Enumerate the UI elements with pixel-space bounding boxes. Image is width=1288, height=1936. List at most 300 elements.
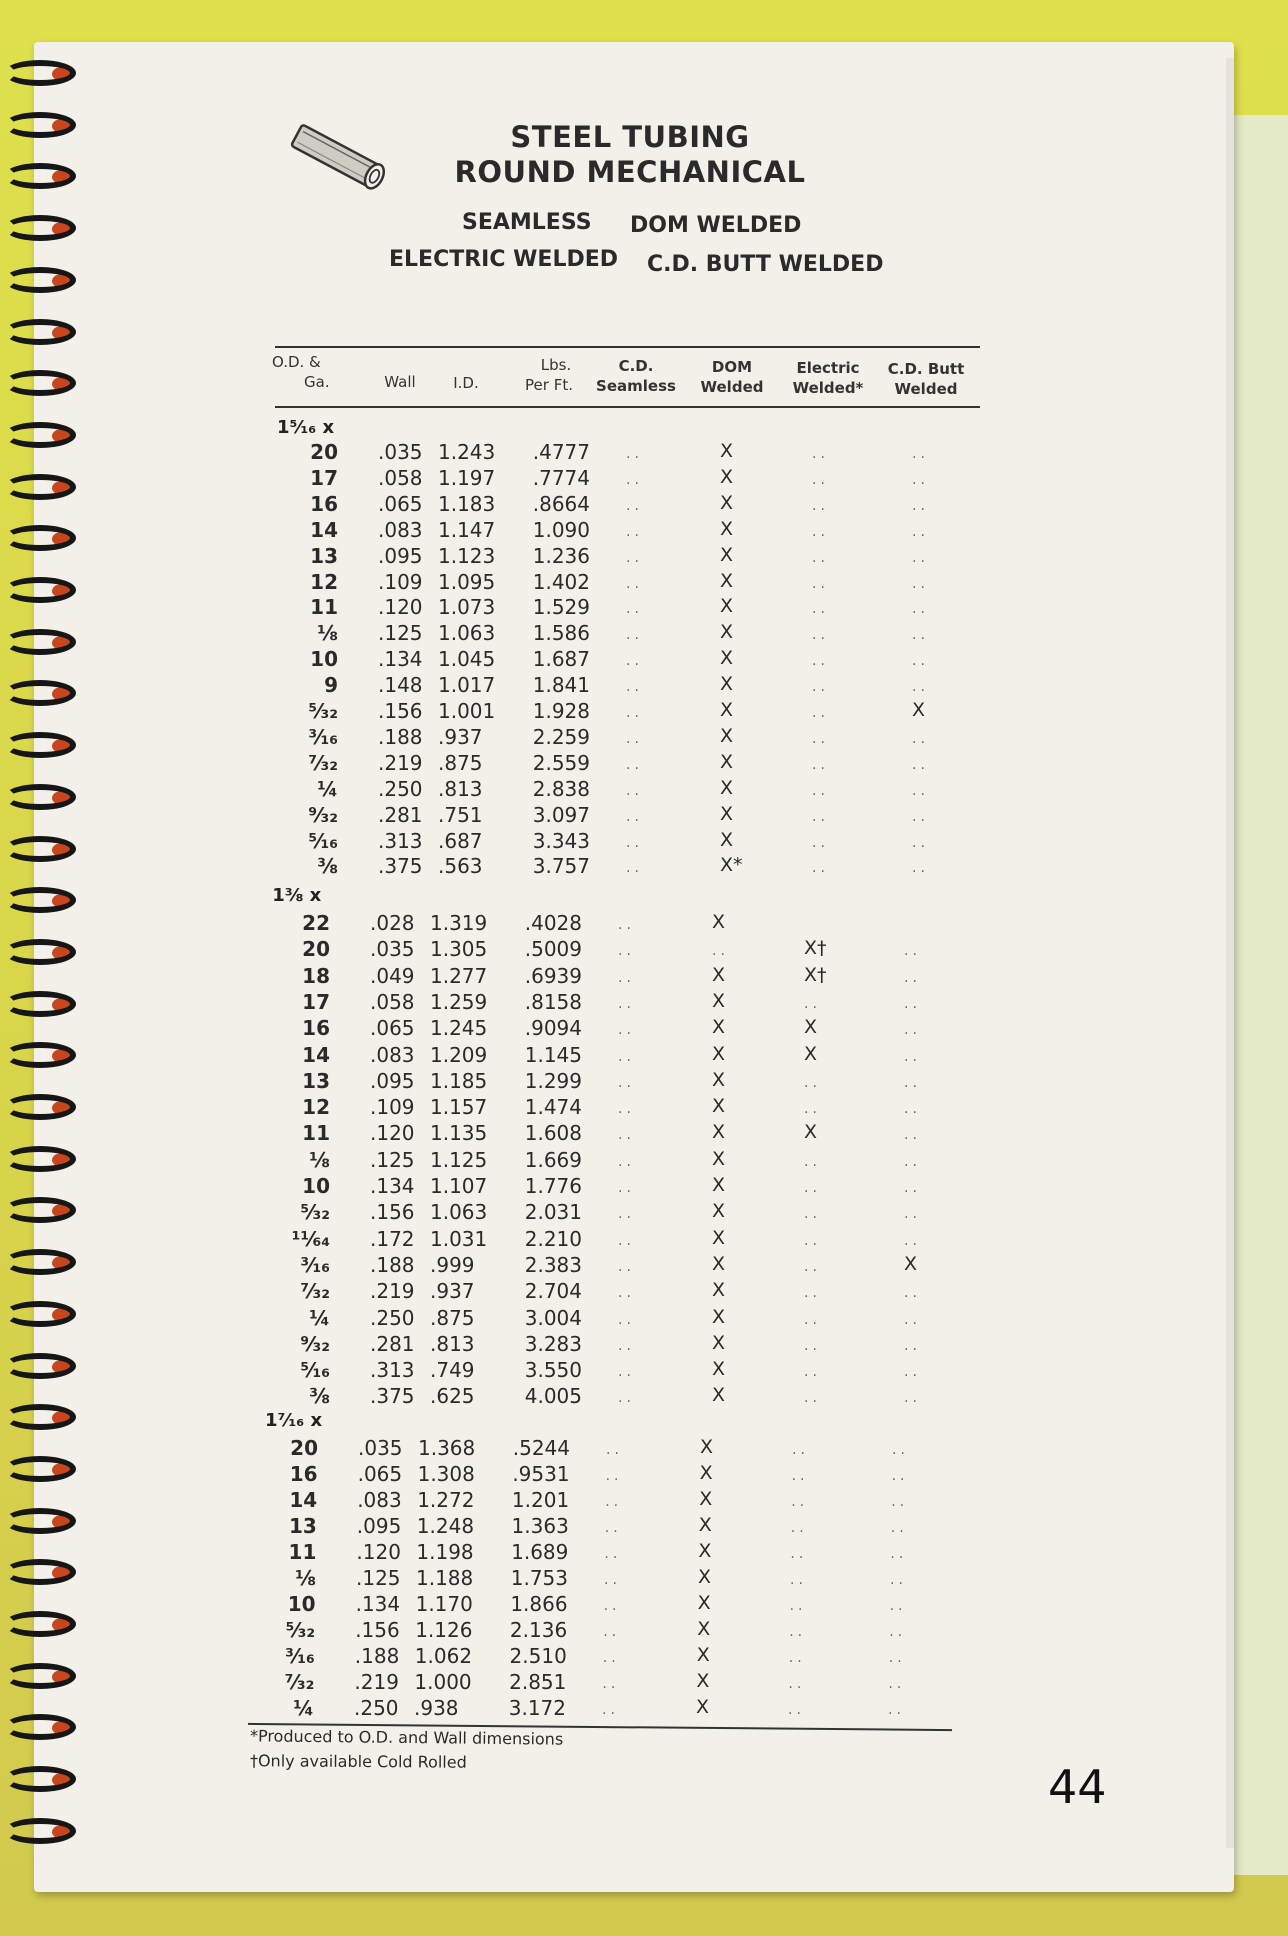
id-cell: 1.126 <box>415 1618 473 1642</box>
dom-welded-cell: X <box>712 1384 726 1407</box>
lbs-cell: 2.559 <box>532 750 590 775</box>
lbs-cell: 1.608 <box>524 1121 582 1146</box>
lbs-cell: 1.689 <box>511 1540 569 1564</box>
cd-seamless-cell: .. <box>626 497 643 514</box>
cd-seamless-cell: .. <box>603 1624 621 1640</box>
coil-wire <box>4 319 76 345</box>
footnote-produced: *Produced to O.D. and Wall dimensions <box>249 1726 564 1749</box>
electric-welded-cell: .. <box>812 549 829 566</box>
cd-butt-welded-cell: .. <box>904 1180 921 1196</box>
cd-butt-welded-cell: .. <box>890 1520 908 1536</box>
dom-welded-cell: X <box>697 1618 711 1640</box>
electric-welded-cell: .. <box>812 782 829 799</box>
cd-butt-welded-cell: .. <box>904 1206 921 1223</box>
id-cell: .875 <box>430 1305 475 1330</box>
dom-welded-cell: X <box>698 1540 712 1562</box>
cd-seamless-cell: .. <box>602 1702 619 1718</box>
wall-cell: .219 <box>354 1670 399 1694</box>
gauge-cell: ⅛ <box>317 621 338 646</box>
cd-butt-welded-cell: .. <box>912 730 929 747</box>
id-cell: 1.308 <box>417 1462 475 1486</box>
id-cell: 1.062 <box>414 1644 473 1668</box>
wall-cell: .095 <box>378 543 423 568</box>
cd-butt-welded-cell: .. <box>904 1153 921 1170</box>
cd-butt-welded-cell: .. <box>912 446 929 462</box>
electric-welded-cell: .. <box>812 497 829 514</box>
gauge-cell: ⁷⁄₃₂ <box>300 1279 330 1304</box>
lbs-cell: 3.097 <box>532 802 590 827</box>
wall-cell: .313 <box>378 828 423 853</box>
cd-butt-welded-cell: .. <box>912 782 929 799</box>
cd-seamless-cell: .. <box>618 1153 635 1170</box>
col-header-lbs <box>518 355 580 395</box>
id-cell: .749 <box>430 1358 475 1383</box>
cd-butt-welded-cell: .. <box>912 860 929 877</box>
wall-cell: .219 <box>370 1279 415 1304</box>
cd-seamless-cell: .. <box>618 1364 635 1381</box>
od-group-label: 1⁵⁄₁₆ x <box>277 417 335 438</box>
table-row <box>0 673 1288 699</box>
cd-seamless-cell: .. <box>618 969 635 986</box>
id-cell: .938 <box>414 1696 459 1720</box>
dom-welded-cell: X <box>696 1644 710 1666</box>
table-row <box>0 803 1288 829</box>
col-header-od-line2: Ga. <box>304 373 330 391</box>
id-cell: 1.188 <box>416 1566 474 1590</box>
dom-welded-cell: X <box>712 911 726 933</box>
lbs-cell: .4777 <box>532 440 590 464</box>
cd-butt-welded-cell: .. <box>904 1311 921 1328</box>
lbs-cell: 1.299 <box>524 1068 582 1093</box>
id-cell: 1.305 <box>430 937 488 962</box>
cd-seamless-cell: .. <box>606 1442 623 1458</box>
coil-wire <box>4 112 76 138</box>
cd-seamless-cell: .. <box>618 995 635 1012</box>
cd-seamless-cell: .. <box>626 627 643 644</box>
lbs-cell: 1.201 <box>511 1488 570 1512</box>
dom-welded-cell: X <box>697 1592 711 1614</box>
lbs-cell: 1.776 <box>524 1174 582 1198</box>
coil-wire <box>4 267 76 293</box>
dom-welded-cell: X <box>712 1147 726 1170</box>
table-row <box>0 1592 1288 1618</box>
wall-cell: .134 <box>378 647 423 672</box>
gauge-cell: 16 <box>310 491 338 516</box>
electric-welded-cell: .. <box>812 808 829 825</box>
table-row <box>0 990 1288 1016</box>
lbs-cell: 1.236 <box>532 543 590 568</box>
coil-wire <box>4 163 76 189</box>
cd-seamless-cell: .. <box>618 1048 635 1065</box>
dom-welded-cell: X <box>720 517 734 540</box>
table-row <box>0 751 1288 777</box>
cd-seamless-cell: .. <box>604 1520 622 1536</box>
wall-cell: .375 <box>370 1384 415 1409</box>
id-cell: 1.243 <box>438 440 496 464</box>
id-cell: 1.135 <box>430 1121 488 1146</box>
gauge-cell: 12 <box>302 1095 330 1120</box>
lbs-cell: 2.259 <box>532 724 590 749</box>
cd-butt-welded-cell: .. <box>912 471 929 488</box>
id-cell: 1.259 <box>430 989 488 1014</box>
wall-cell: .065 <box>378 491 423 516</box>
wall-cell: .281 <box>378 802 423 827</box>
cd-butt-welded-cell: .. <box>912 679 929 696</box>
gauge-cell: 18 <box>302 963 330 988</box>
gauge-cell: ⅛ <box>295 1566 316 1590</box>
cd-butt-welded-cell: .. <box>912 601 929 618</box>
id-cell: .999 <box>430 1252 475 1277</box>
gauge-cell: 10 <box>310 647 338 672</box>
lbs-cell: 2.704 <box>524 1279 582 1304</box>
cd-seamless-cell: .. <box>618 1311 635 1328</box>
lbs-cell: 4.005 <box>524 1384 582 1409</box>
wall-cell: .148 <box>378 673 423 698</box>
wall-cell: .058 <box>370 989 415 1014</box>
gauge-cell: ⁷⁄₃₂ <box>284 1670 315 1694</box>
wall-cell: .095 <box>370 1068 415 1093</box>
lbs-cell: 2.210 <box>524 1226 582 1251</box>
lbs-cell: 3.283 <box>524 1331 582 1356</box>
id-cell: 1.185 <box>430 1068 488 1093</box>
cd-seamless-cell: .. <box>618 1022 635 1039</box>
coil-wire <box>4 370 76 396</box>
cd-seamless-cell: .. <box>626 575 643 592</box>
wall-cell: .083 <box>357 1488 402 1512</box>
table-row <box>0 1670 1288 1696</box>
dom-welded-cell: X <box>712 1226 726 1249</box>
gauge-cell: ⅜ <box>317 854 338 879</box>
cd-butt-welded-cell: .. <box>912 497 929 514</box>
electric-welded-cell: .. <box>789 1624 807 1640</box>
lbs-cell: 3.343 <box>532 828 590 853</box>
cd-butt-welded-cell: .. <box>904 995 921 1012</box>
electric-welded-cell: .. <box>804 1364 821 1381</box>
cd-butt-welded-cell: .. <box>891 1468 909 1484</box>
dom-welded-cell: X <box>698 1514 712 1536</box>
lbs-cell: 1.402 <box>532 569 590 594</box>
id-cell: 1.183 <box>438 491 496 516</box>
gauge-cell: ⅛ <box>309 1147 330 1172</box>
dom-welded-cell: X <box>698 1566 712 1588</box>
lbs-cell: 2.510 <box>509 1644 567 1668</box>
wall-cell: .219 <box>378 750 423 775</box>
cd-seamless-cell: .. <box>618 1337 635 1354</box>
gauge-cell: ³⁄₁₆ <box>300 1252 330 1277</box>
lbs-cell: 2.851 <box>509 1670 567 1694</box>
lbs-cell: 3.172 <box>508 1696 566 1720</box>
wall-cell: .156 <box>370 1200 415 1225</box>
col-header-id: I.D. <box>453 374 479 392</box>
id-cell: 1.157 <box>430 1095 488 1120</box>
electric-welded-cell: .. <box>788 1650 806 1666</box>
table-row <box>0 1095 1288 1121</box>
cd-butt-welded-cell: .. <box>912 627 929 644</box>
cd-seamless-cell: .. <box>626 549 643 566</box>
cd-butt-welded-cell: .. <box>904 1101 921 1118</box>
spiral-coil <box>4 1766 82 1796</box>
electric-welded-cell: .. <box>804 1311 821 1328</box>
cd-seamless-cell: .. <box>602 1676 620 1692</box>
wall-cell: .120 <box>378 595 423 620</box>
lbs-cell: .8158 <box>524 989 582 1014</box>
table-row <box>0 1121 1288 1147</box>
cd-butt-welded-cell: .. <box>912 756 929 773</box>
cd-butt-welded-cell: .. <box>889 1624 907 1640</box>
col-header-od-line1: O.D. & <box>272 353 321 371</box>
table-row <box>0 1069 1288 1095</box>
dom-welded-cell: X <box>712 1121 726 1144</box>
id-cell: 1.147 <box>438 517 496 542</box>
dom-welded-cell: X <box>712 1358 726 1381</box>
electric-welded-cell: X <box>804 1016 818 1039</box>
lbs-cell: 1.529 <box>532 595 590 620</box>
gauge-cell: ³⁄₁₆ <box>308 724 338 749</box>
dom-welded-cell: X <box>720 621 734 644</box>
gauge-cell: ⁵⁄₃₂ <box>308 699 338 723</box>
gauge-cell: 11 <box>288 1540 317 1564</box>
id-cell: 1.170 <box>415 1592 473 1616</box>
od-group-label: 1⁷⁄₁₆ x <box>265 1410 323 1431</box>
gauge-cell: ⁵⁄₁₆ <box>300 1358 330 1383</box>
electric-welded-cell: .. <box>804 1232 821 1249</box>
cd-butt-welded-cell: .. <box>912 653 929 670</box>
dom-welded-cell: X <box>699 1462 713 1484</box>
gauge-cell: 11 <box>302 1121 330 1146</box>
gauge-cell: 20 <box>302 937 330 962</box>
cd-butt-welded-cell: .. <box>888 1676 906 1692</box>
wall-cell: .035 <box>378 440 423 464</box>
table-row <box>0 1436 1288 1462</box>
col-header-dom <box>692 357 772 397</box>
gauge-cell: 20 <box>310 440 338 464</box>
gauge-cell: 13 <box>302 1068 330 1093</box>
lbs-cell: 3.550 <box>524 1358 582 1383</box>
lbs-cell: .5244 <box>512 1436 570 1460</box>
lbs-cell: 1.586 <box>532 621 590 646</box>
cd-butt-welded-cell: .. <box>890 1572 907 1588</box>
gauge-cell: 14 <box>289 1488 318 1512</box>
table-row <box>0 1488 1288 1514</box>
cd-seamless-cell: .. <box>602 1650 620 1666</box>
dom-welded-cell: X <box>720 543 734 566</box>
table-top-rule <box>275 346 980 348</box>
dom-welded-cell: X <box>720 569 734 592</box>
table-row <box>0 440 1288 466</box>
cd-butt-welded-cell: .. <box>904 1285 921 1302</box>
col-header-cd-seamless-line1: C.D. <box>618 357 654 375</box>
cd-seamless-cell: .. <box>626 601 643 618</box>
cd-butt-welded-cell: .. <box>904 1232 921 1249</box>
id-cell: 1.198 <box>416 1540 474 1564</box>
dom-welded-cell: X <box>712 1016 726 1039</box>
electric-welded-cell: .. <box>804 1074 821 1091</box>
spiral-coil <box>4 370 82 400</box>
electric-welded-cell: .. <box>788 1702 805 1718</box>
dom-welded-cell: X <box>712 1068 726 1091</box>
dom-welded-cell: X <box>720 776 734 799</box>
wall-cell: .134 <box>355 1592 401 1616</box>
gauge-cell: ⁷⁄₃₂ <box>308 750 338 775</box>
gauge-cell: 16 <box>302 1016 330 1041</box>
electric-welded-cell: .. <box>804 995 821 1012</box>
cd-butt-welded-cell: .. <box>904 1337 921 1354</box>
lbs-cell: .9531 <box>512 1462 570 1486</box>
gauge-cell: ³⁄₁₆ <box>285 1644 315 1668</box>
gauge-cell: ¹¹⁄₆₄ <box>291 1226 330 1251</box>
coil-wire <box>4 215 76 241</box>
wall-cell: .125 <box>356 1566 401 1590</box>
table-row <box>0 854 1288 880</box>
col-header-dom-line2: Welded <box>700 378 764 396</box>
wall-cell: .313 <box>370 1358 415 1383</box>
cd-seamless-cell: .. <box>626 653 643 670</box>
table-row <box>0 1332 1288 1358</box>
wall-cell: .035 <box>370 937 415 962</box>
table-row <box>0 964 1288 990</box>
id-cell: 1.272 <box>417 1488 475 1512</box>
cd-seamless-cell: .. <box>604 1572 621 1588</box>
electric-welded-cell: .. <box>804 1258 821 1275</box>
wall-cell: .035 <box>358 1436 403 1460</box>
electric-welded-cell: X† <box>804 963 827 986</box>
spiral-coil <box>4 112 82 142</box>
wall-cell: .188 <box>378 724 423 749</box>
electric-welded-cell: .. <box>812 601 829 618</box>
wall-cell: .375 <box>378 854 423 879</box>
cd-butt-welded-cell: .. <box>912 549 929 566</box>
dom-welded-cell: .. <box>712 943 729 960</box>
id-cell: 1.095 <box>438 569 496 594</box>
dom-welded-cell: X <box>720 828 734 851</box>
gauge-cell: 10 <box>302 1174 330 1198</box>
electric-welded-cell: .. <box>804 1337 821 1354</box>
table-row <box>0 595 1288 621</box>
wall-cell: .250 <box>370 1305 415 1330</box>
id-cell: 1.245 <box>430 1016 488 1041</box>
dom-welded-cell: X <box>712 989 726 1012</box>
electric-welded-cell: .. <box>791 1468 809 1484</box>
id-cell: 1.000 <box>414 1670 472 1694</box>
id-cell: .937 <box>438 724 483 749</box>
dom-welded-cell: X <box>712 1042 726 1065</box>
cd-seamless-cell: .. <box>626 679 643 696</box>
electric-welded-cell: .. <box>812 679 829 696</box>
lbs-cell: .8664 <box>532 491 590 516</box>
col-header-cd-seamless-line2: Seamless <box>596 377 676 395</box>
cd-seamless-cell: .. <box>603 1598 621 1614</box>
table-row <box>0 1462 1288 1488</box>
wall-cell: .058 <box>378 465 423 490</box>
dom-welded-cell: X <box>720 465 734 488</box>
id-cell: 1.045 <box>438 647 496 672</box>
dom-welded-cell: X <box>699 1488 713 1510</box>
gauge-cell: 17 <box>302 989 330 1014</box>
wall-cell: .250 <box>378 776 423 801</box>
cd-seamless-cell: .. <box>618 1101 635 1118</box>
gauge-cell: 13 <box>288 1514 317 1538</box>
coil-wire <box>4 887 76 913</box>
electric-welded-cell: .. <box>812 446 829 462</box>
lbs-cell: .5009 <box>524 937 582 962</box>
lbs-cell: 1.474 <box>524 1095 582 1120</box>
id-cell: 1.123 <box>438 543 496 568</box>
table-row <box>0 1540 1288 1566</box>
wall-cell: .109 <box>370 1095 415 1120</box>
col-header-lbs-line2: Per Ft. <box>525 376 573 394</box>
electric-welded-cell: .. <box>790 1546 808 1562</box>
wall-cell: .188 <box>354 1644 400 1668</box>
col-header-cd-butt <box>880 359 972 399</box>
table-row <box>0 1279 1288 1305</box>
gauge-cell: ¼ <box>309 1305 330 1330</box>
lbs-cell: 1.145 <box>524 1042 582 1067</box>
wall-cell: .109 <box>378 569 423 594</box>
cd-seamless-cell: .. <box>626 782 643 799</box>
spiral-coil <box>4 163 82 193</box>
table-row <box>0 911 1288 937</box>
table-row <box>0 777 1288 803</box>
od-group-label: 1⅜ x <box>272 885 322 906</box>
cd-seamless-cell: .. <box>605 1468 623 1484</box>
gauge-cell: ⁵⁄₁₆ <box>308 828 338 853</box>
id-cell: 1.107 <box>430 1174 488 1198</box>
table-row <box>0 1227 1288 1253</box>
electric-welded-cell: .. <box>812 471 829 488</box>
wall-cell: .095 <box>356 1514 402 1538</box>
spiral-coil <box>4 267 82 297</box>
id-cell: 1.197 <box>438 465 496 490</box>
electric-welded-cell: .. <box>812 653 829 670</box>
lbs-cell: 2.383 <box>524 1252 582 1277</box>
col-header-wall: Wall <box>384 373 416 391</box>
cd-seamless-cell: .. <box>618 1390 635 1407</box>
electric-welded-cell: X <box>804 1121 818 1144</box>
electric-welded-cell: .. <box>791 1494 809 1510</box>
cd-butt-welded-cell: .. <box>904 1074 921 1091</box>
cd-butt-welded-cell: .. <box>890 1546 908 1562</box>
dom-welded-cell: X <box>712 963 726 986</box>
id-cell: .875 <box>438 750 483 775</box>
col-header-electric-line2: Welded* <box>792 379 864 397</box>
cd-seamless-cell: .. <box>618 1180 635 1196</box>
electric-welded-cell: .. <box>804 1153 821 1170</box>
wall-cell: .083 <box>370 1042 415 1067</box>
id-cell: 1.063 <box>430 1200 488 1225</box>
gauge-cell: 12 <box>310 569 338 594</box>
cd-seamless-cell: .. <box>626 730 643 747</box>
cd-seamless-cell: .. <box>618 1206 635 1223</box>
lbs-cell: .9094 <box>524 1016 582 1041</box>
dom-welded-cell: X <box>712 1174 726 1196</box>
spiral-coil <box>4 60 82 90</box>
electric-welded-cell: .. <box>804 1206 821 1223</box>
electric-welded-cell: .. <box>812 730 829 747</box>
electric-welded-cell: .. <box>812 834 829 851</box>
table-row <box>0 1644 1288 1670</box>
wall-cell: .281 <box>370 1331 415 1356</box>
table-row <box>0 829 1288 855</box>
cd-butt-welded-cell: .. <box>904 1364 921 1381</box>
electric-welded-cell: .. <box>804 1101 821 1118</box>
gauge-cell: ⁹⁄₃₂ <box>308 802 338 827</box>
id-cell: 1.209 <box>430 1042 488 1067</box>
table-row <box>0 1566 1288 1592</box>
cd-butt-welded-cell: .. <box>912 834 929 851</box>
col-header-od <box>272 352 334 392</box>
id-cell: 1.248 <box>416 1514 475 1538</box>
table-row <box>0 1200 1288 1226</box>
